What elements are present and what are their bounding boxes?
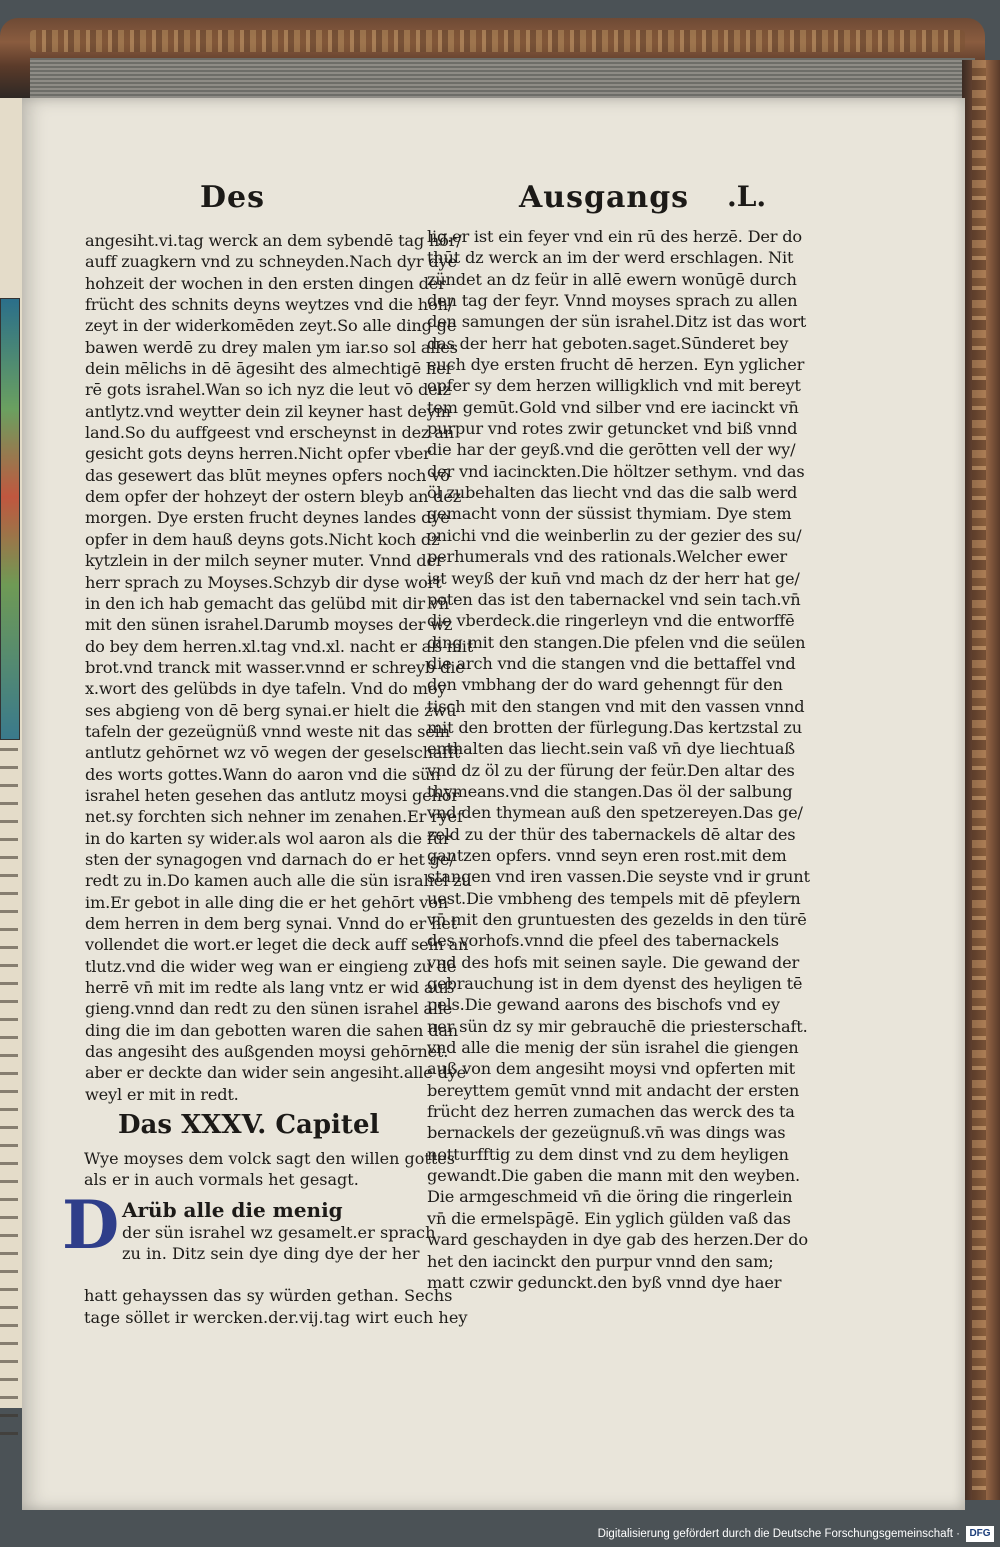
text-line: tafeln der gezeügnüß vnnd weste nit das sein xyxy=(85,721,450,741)
text-line: brot.vnd tranck mit wasser.vnnd er schreyb die xyxy=(85,657,465,677)
text-line: enthalten das liecht.sein vaß vn̄ dye liechtuaß xyxy=(427,739,795,759)
text-line: gantzen opfers. vnnd seyn eren rost.mit dem xyxy=(427,845,787,865)
text-line: net.sy forchten sich nehner im zenahen.Er ryef xyxy=(85,807,463,827)
text-line: notturfftig zu dem dinst vnd zu dem heyligen xyxy=(427,1144,789,1164)
text-line: perhumerals vnd des rationals.Welcher ewer xyxy=(427,547,787,567)
text-line: auff zuagkern vnd zu schneyden.Nach dyr dye xyxy=(85,252,457,272)
text-line: die vberdeck.die ringerleyn vnd die entworffē xyxy=(427,611,795,631)
text-line: dein mēlichs in dē āgesiht des almechtigē her xyxy=(85,359,454,379)
text-line: poten das ist den tabernackel vnd sein tach.vn̄ xyxy=(427,589,801,609)
text-line: die har der geyß.vnd die gerōtten vell der wy/ xyxy=(427,440,796,460)
right-text-column xyxy=(427,226,810,1293)
decorated-initial: D xyxy=(62,1186,120,1264)
text-line: frücht dez herren zumachen das werck des ta xyxy=(427,1102,795,1122)
text-line: tem gemūt.Gold vnd silber vnd ere iacinckt vn̄ xyxy=(427,397,799,417)
text-line: vnd den thymean auß den spetzereyen.Das ge/ xyxy=(427,803,803,823)
chapter-opening-line: zu in. Ditz sein dye ding dye der her xyxy=(122,1244,420,1263)
running-head-center: Ausgangs xyxy=(519,180,690,215)
text-line: kytzlein in der milch seyner muter. Vnnd der xyxy=(85,551,444,571)
text-line: uest.Die vmbheng des tempels mit dē pfeylern xyxy=(427,888,801,908)
text-line: do bey dem herren.xl.tag vnd.xl. nacht er aß mit xyxy=(85,636,474,656)
text-line: im.Er gebot in alle ding die er het gehōrt von xyxy=(85,892,449,912)
text-line: den tag der feyr. Vnnd moyses sprach zu allen xyxy=(427,291,798,311)
text-line: frücht des schnits deyns weytzes vnd die hoh/ xyxy=(85,295,454,315)
text-line: das der herr hat geboten.saget.Sūnderet bey xyxy=(427,333,789,353)
text-line: weyl er mit in redt. xyxy=(85,1084,239,1104)
text-line: gemacht vonn der süssist thymiam. Dye stem xyxy=(427,504,792,524)
chapter-opening xyxy=(122,1200,436,1265)
text-line: land.So du auffgeest vnd erscheynst in dez an xyxy=(85,423,454,443)
text-line: pels.Die gewand aarons des bischofs vnd ey xyxy=(427,995,780,1015)
text-line: Die armgeschmeid vn̄ die öring die ringerlein xyxy=(427,1187,793,1207)
text-line: vollendet die wort.er leget die deck auff sein an xyxy=(85,935,469,955)
text-line: opfer in dem hauß deyns gots.Nicht koch dz xyxy=(85,529,440,549)
text-line: mit den brotten der fürlegung.Das kertzstal zu xyxy=(427,717,802,737)
text-line: zeld zu der thür des tabernackels dē altar des xyxy=(427,824,796,844)
text-line: redt zu in.Do kamen auch alle die sün israhel zu xyxy=(85,871,472,891)
text-line: antlutz gehōrnet wz vō wegen der geselschafft xyxy=(85,743,461,763)
text-line: den vmbhang der do ward gehenngt für den xyxy=(427,675,783,695)
text-line: mit den sünen israhel.Darumb moyses der wz xyxy=(85,615,453,635)
text-line: das gesewert das blūt meynes opfers noch vō xyxy=(85,465,450,485)
text-line: het den iacinckt den purpur vnnd den sam; xyxy=(427,1251,774,1271)
text-line: vnd des hofs mit seinen sayle. Die gewand der xyxy=(427,952,799,972)
text-line: lig.er ist ein feyer vnd ein rū des herzē. Der do xyxy=(427,227,802,246)
text-line: das angesiht des außgenden moysi gehōrnet. xyxy=(85,1042,449,1062)
text-line: x.wort des gelübds in dye tafeln. Vnd do moy xyxy=(85,679,447,699)
text-line: ding die im dan gebotten waren die sahen dan xyxy=(85,1020,459,1040)
text-line: vnd dz öl zu der fürung der feür.Den altar des xyxy=(427,760,795,780)
funding-credit: Digitalisierung gefördert durch die Deutsche Forschungsgemeinschaft · xyxy=(597,1528,960,1540)
chapter-summary xyxy=(84,1148,455,1190)
text-line: ses abgieng von dē berg synai.er hielt die zwū xyxy=(85,700,457,720)
text-line: israhel heten gesehen das antlutz moysi gehōr xyxy=(85,785,459,805)
text-line: purpur vnd rotes zwir getuncket vnd biß vnnd xyxy=(427,419,798,439)
text-line: herr sprach zu Moyses.Schzyb dir dyse wort xyxy=(85,572,442,592)
text-line: ward geschayden in dye gab des herzen.Der do xyxy=(427,1230,808,1250)
page-edges xyxy=(30,58,975,98)
text-line: öl zubehalten das liecht vnd das die salb werd xyxy=(427,483,798,503)
text-line: der vnd iacinckten.Die höltzer sethym. vnd das xyxy=(427,461,805,481)
text-line: gewandt.Die gaben die mann mit den weyben. xyxy=(427,1166,800,1186)
book-page xyxy=(22,98,965,1510)
text-line: stangen vnd iren vassen.Die seyste vnd ir grunt xyxy=(427,867,810,887)
chapter-opening-line: hatt gehayssen das sy würden gethan. Sechs xyxy=(84,1286,453,1305)
text-line: ding mit den stangen.Die pfelen vnd die seülen xyxy=(427,632,806,652)
text-line: vn̄ die ermelspāgē. Ein yglich gülden vaß das xyxy=(427,1208,791,1228)
text-line: antlytz.vnd weytter dein zil keyner hast deym xyxy=(85,401,451,421)
text-line: dem herren in dem berg synai. Vnnd do er het xyxy=(85,914,457,933)
text-line: den samungen der sün israhel.Ditz ist das wort xyxy=(427,312,807,332)
facing-page-strip xyxy=(0,98,24,1408)
text-line: in do karten sy wider.als wol aaron als die für xyxy=(85,828,451,848)
text-line: zeyt in der widerkomēden zeyt.So alle ding ge xyxy=(85,316,457,336)
text-line: thymeans.vnd die stangen.Das öl der salbung xyxy=(427,781,793,801)
text-line: matt czwir gedunckt.den byß vnnd dye haer xyxy=(427,1272,782,1292)
text-line: des worts gottes.Wann do aaron vnd die sün xyxy=(85,764,441,784)
left-text-column xyxy=(85,230,474,1105)
facing-page-illustration xyxy=(0,298,20,740)
text-line: thūt dz werck an im der werd erschlagen. Nit xyxy=(427,248,794,268)
folio-number: .L. xyxy=(727,180,767,213)
text-line: ner sün dz sy mir gebrauchē die priesterschaft. xyxy=(427,1016,808,1036)
chapter-opening-continued xyxy=(84,1285,468,1328)
text-line: herrē vn̄ mit im redte als lang vntz er wid auß xyxy=(85,978,455,998)
text-line: aber er deckte dan wider sein angesiht.alle dye xyxy=(85,1063,467,1083)
text-line: morgen. Dye ersten frucht deynes landes dye xyxy=(85,508,450,528)
text-line: gebrauchung ist in dem dyenst des heyligen tē xyxy=(427,974,803,994)
text-line: hohzeit der wochen in den ersten dingen der xyxy=(85,273,446,293)
dfg-logo: DFG xyxy=(966,1526,994,1542)
book-fore-edge xyxy=(962,60,1000,1500)
text-line: zündet an dz feür in allē ewern wonūgē durch xyxy=(427,269,797,289)
chapter-heading: Das XXXV. Capitel xyxy=(118,1110,380,1140)
text-line: ist weyß der kun̄ vnd mach dz der herr hat ge/ xyxy=(427,568,800,588)
text-line: des vorhofs.vnnd die pfeel des tabernackels xyxy=(427,931,779,951)
text-line: rē gots israhel.Wan so ich nyz die leut vō deiz xyxy=(85,380,451,400)
text-line: dem opfer der hohzeyt der ostern bleyb an dez xyxy=(85,487,462,507)
text-line: gieng.vnnd dan redt zu den sünen israhel alle xyxy=(85,999,453,1019)
text-line: vnd alle die menig der sün israhel die giengen xyxy=(427,1038,799,1058)
running-head-left: Des xyxy=(200,180,265,215)
text-line: euch dye ersten frucht dē herzen. Eyn yglicher xyxy=(427,355,805,375)
chapter-summary-line: Wye moyses dem volck sagt den willen gottes xyxy=(84,1149,455,1168)
text-line: tlutz.vnd die wider weg wan er eingieng zu dē xyxy=(85,956,457,976)
facing-page-text xyxy=(0,748,18,1448)
text-line: bawen werdē zu drey malen ym iar.so sol alles xyxy=(85,337,458,357)
text-line: bereyttem gemūt vnnd mit andacht der ersten xyxy=(427,1080,800,1100)
text-line: angesiht.vi.tag werck an dem sybendē tag hōr/ xyxy=(85,231,462,250)
chapter-opening-line: der sün israhel wz gesamelt.er sprach xyxy=(122,1222,436,1242)
text-line: die arch vnd die stangen vnd die bettaffel vnd xyxy=(427,653,796,673)
text-line: sten der synagogen vnd darnach do er het ge/ xyxy=(85,849,455,869)
text-line: opfer sy dem herzen willigklich vnd mit bereyt xyxy=(427,376,801,396)
text-line: bernackels der gezeügnuß.vn̄ was dings was xyxy=(427,1123,786,1143)
chapter-summary-line: als er in auch vormals het gesagt. xyxy=(84,1170,359,1189)
chapter-opening-line: Arüb alle die menig xyxy=(122,1198,343,1222)
text-line: tisch mit den stangen vnd mit den vassen vnnd xyxy=(427,696,805,716)
text-line: vn̄ mit den gruntuesten des gezelds in den türē xyxy=(427,910,807,929)
chapter-opening-line: tage söllet ir wercken.der.vij.tag wirt euch hey xyxy=(84,1307,468,1327)
text-line: in den ich hab gemacht das gelübd mit dir vn̄ xyxy=(85,593,449,613)
text-line: onichi vnd die weinberlin zu der gezier des su/ xyxy=(427,525,802,545)
text-line: auß von dem angesiht moysi vnd opferten mit xyxy=(427,1059,795,1079)
text-line: gesicht gots deyns herren.Nicht opfer vber xyxy=(85,444,431,464)
